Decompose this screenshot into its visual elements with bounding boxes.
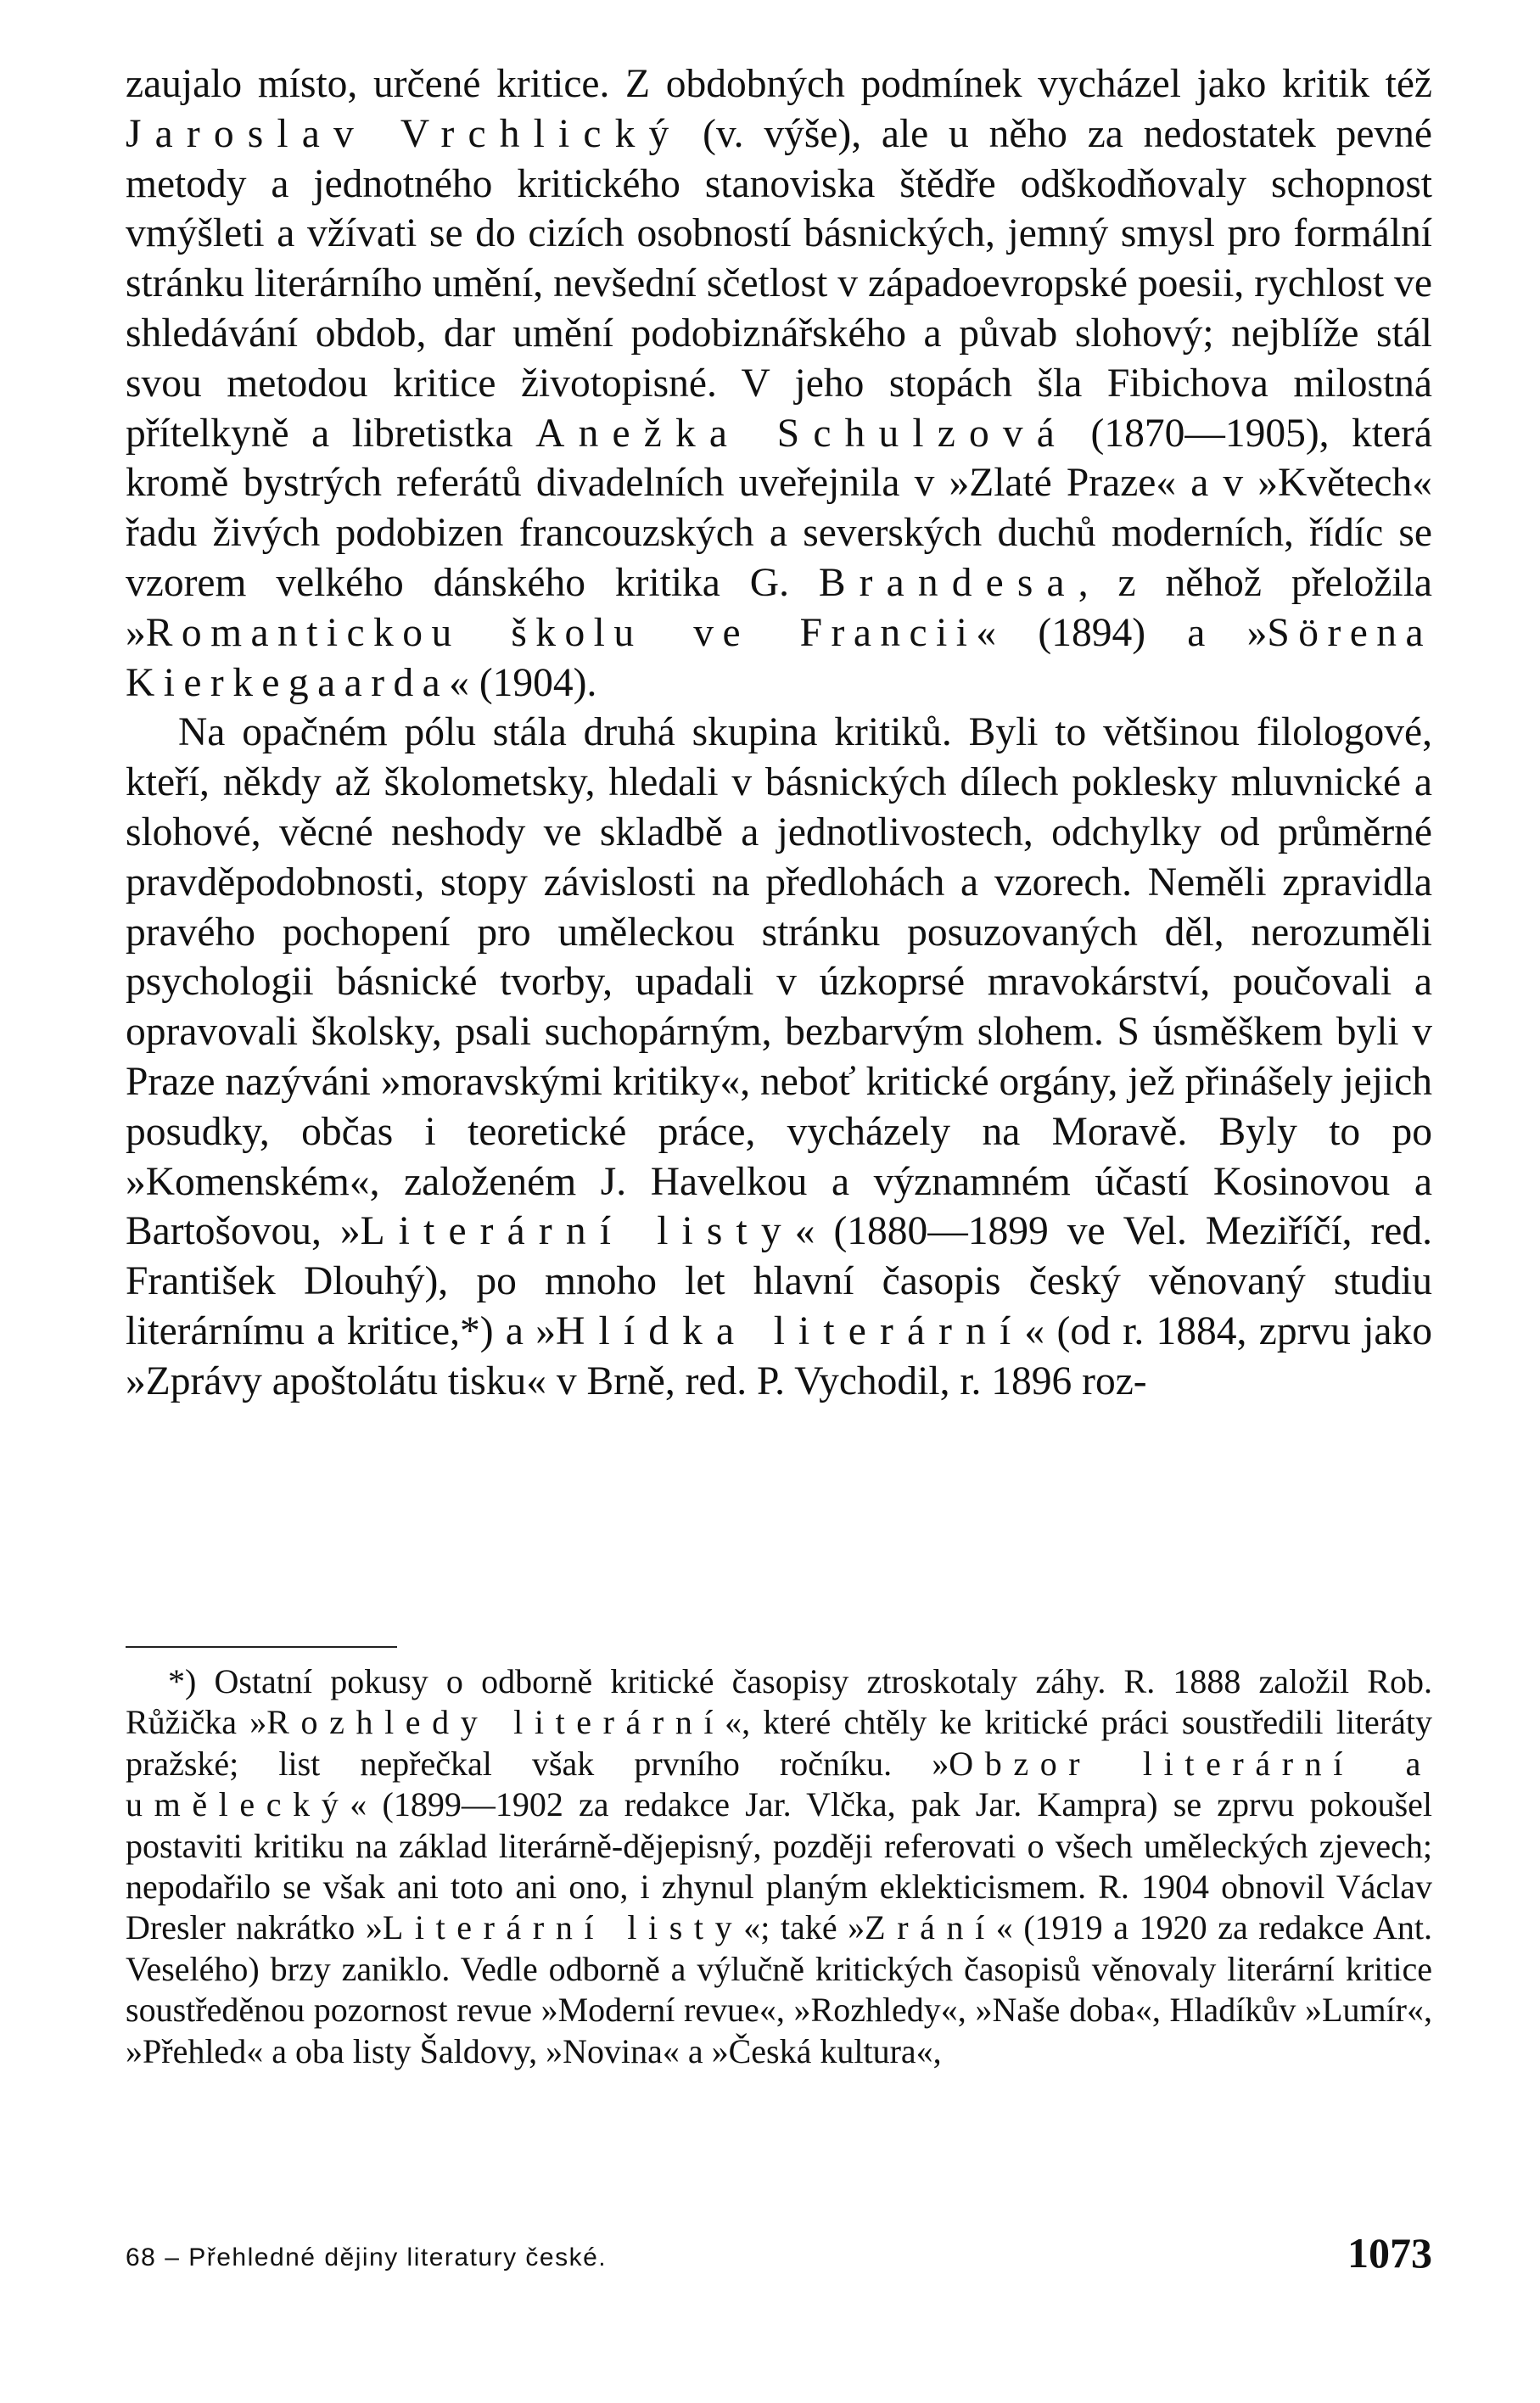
paragraph-1 bbox=[126, 59, 1432, 708]
spaced-title: Hlídka literární bbox=[556, 1308, 1025, 1353]
spaced-title: Rozhledy literární bbox=[266, 1703, 725, 1742]
footnote bbox=[126, 1661, 1432, 2072]
page-number: 1073 bbox=[1347, 2229, 1432, 2277]
text-run: « (1899—1902 za redakce Jar. Vlčka, pak Jar. Kampra) se zprvu pokoušel postaviti kritiku na základ literárně-dějepisný, později referovati o všech uměleckých zjevech; nepodařilo se však ani toto ani ono, i zhynul planým eklekticismem. R. 1904 obnovil Václav Dresler nakrátko » bbox=[126, 1785, 1432, 1947]
spaced-name: Jaroslav Vrchlický bbox=[126, 111, 683, 156]
text-run: « (1880—1899 ve Vel. Meziříčí, red. František Dlouhý), po mnoho let hlavní časopis český věnovaný studiu literárnímu a kritice,*) a » bbox=[126, 1209, 1433, 1353]
spaced-title: Sörena Kierkegaarda bbox=[126, 610, 1432, 705]
text-run: *) Ostatní pokusy o odborně kritické časopisy ztroskotaly záhy. R. 1888 založil Rob. Růžička » bbox=[126, 1662, 1432, 1742]
signature-mark: 68 – Přehledné dějiny literatury české. bbox=[126, 2243, 608, 2271]
text-run: « (1919 a 1920 za redakce Ant. Veselého) brzy zaniklo. Vedle odborně a výlučně kritických časopisů věnovaly literární kritice soustředěnou pozornost revue »Moderní revue«, »Rozhledy«, »Naše doba«, Hladíkův »Lumír«, »Přehled« a oba listy Šaldovy, »Novina« a »Česká kultura«, bbox=[126, 1908, 1433, 2070]
main-text bbox=[126, 59, 1432, 1407]
spaced-title: Obzor literární a umělecký bbox=[126, 1744, 1432, 1824]
text-run: (v. výše), ale u něho za nedostatek pevné metody a jednotného kritického stanoviska štědře odškodňovaly schopnost vmýšleti a vžívati se do cizích osobností básnických, jemný smysl pro formální stránku literárního umění, nevšední sčetlost v západoevropské poesii, rychlost ve shledávání obdob, dar umění podobiznářského a půvab slohový; nejblíže stál svou metodou kritice životopisné. V jeho stopách šla Fibichova milostná přítelkyně a libretistka bbox=[126, 111, 1432, 456]
spaced-name: Anežka Schulzová bbox=[535, 411, 1069, 456]
text-run: « (od r. 1884, zprvu jako »Zprávy apoštolátu tisku« v Brně, red. P. Vychodil, r. 1896 roz- bbox=[126, 1308, 1432, 1403]
text-run: , z něhož přeložila » bbox=[126, 560, 1432, 655]
text-run: « (1904). bbox=[449, 660, 597, 705]
spaced-title: Literární listy bbox=[360, 1209, 795, 1254]
spaced-title: Literární listy bbox=[382, 1908, 744, 1947]
text-run: zaujalo místo, určené kritice. Z obdobných podmínek vycházel jako kritik též bbox=[126, 62, 1432, 106]
spaced-name: Brandesa bbox=[818, 560, 1078, 605]
text-run: « (1894) a » bbox=[976, 610, 1268, 655]
page-footer bbox=[126, 2228, 1432, 2279]
text-run: (1870—1905), která kromě bystrých referátů divadelních uveřejnila v »Zlaté Praze« a v »Květech« řadu živých podobizen francouzských a severských duchů moderních, řídíc se vzorem velkého dánského kritika G. bbox=[126, 411, 1432, 605]
footnote-rule bbox=[126, 1646, 397, 1648]
paragraph-2 bbox=[126, 708, 1432, 1406]
text-run: «, které chtěly ke kritické práci soustředili literáty pražské; list nepřečkal však prvního ročníku. » bbox=[126, 1703, 1432, 1783]
footnote-paragraph bbox=[126, 1661, 1432, 2072]
spaced-title: Zrání bbox=[865, 1908, 996, 1947]
spaced-title: Romantickou školu ve Francii bbox=[145, 610, 977, 655]
text-run: Na opačném pólu stála druhá skupina kritiků. Byli to většinou filologové, kteří, někdy až školometsky, hledali v básnických dílech poklesky mluvnické a slohové, věcné neshody ve skladbě a jednotlivostech, odchylky od průměrné pravděpodobnosti, stopy závislosti na předlohách a vzorech. Neměli zpravidla pravého pochopení pro uměleckou stránku posuzovaných děl, nerozuměli psychologii básnické tvorby, upadali v úzkoprsé mravokárství, poučovali a opravovali školsky, psali suchopárným, bezbarvým slohem. S úsměškem byli v Praze nazýváni »moravskými kritiky«, neboť kritické orgány, jež přinášely jejich posudky, občas i teoretické práce, vycházely na Moravě. Byly to po »Komenském«, založeném J. Havelkou a významném účastí Kosinovou a Bartošovou, » bbox=[126, 710, 1432, 1254]
text-run: «; také » bbox=[743, 1908, 865, 1947]
page-content bbox=[126, 59, 1432, 1407]
